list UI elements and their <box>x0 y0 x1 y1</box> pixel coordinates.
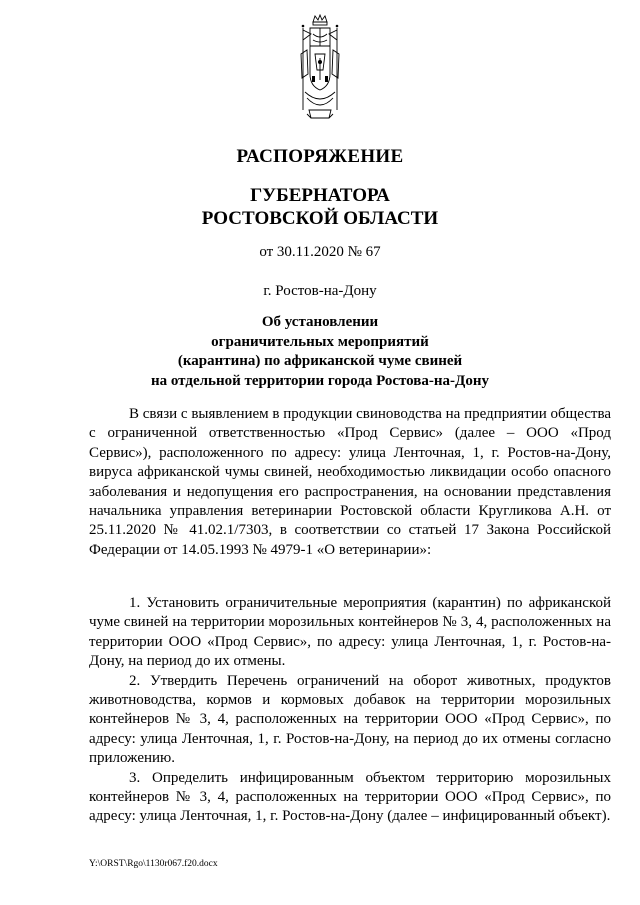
subject-line-3: (карантина) по африканской чуме свиней <box>177 353 463 369</box>
order-items <box>89 594 611 827</box>
document-type-title: РАСПОРЯЖЕНИЕ <box>236 146 404 167</box>
order-item-3: 3. Определить инфицированным объектом территорию морозильных контейнеров № 3, 4, расположенных на территории ООО «Прод Сервис», по адресу: улица Ленточная, 1, г. Ростов-на-Дону (далее – инфицированный объект). <box>89 769 611 825</box>
issuer-line-1: ГУБЕРНАТОРА <box>250 185 390 206</box>
issuer-block <box>0 184 640 230</box>
preamble <box>89 405 611 560</box>
order-item-2: 2. Утвердить Перечень ограничений на оборот животных, продуктов животноводства, кормов и кормовых добавок на территории морозильных контейнеров № 3, 4, расположенных на территории ООО «Прод Сервис», по адресу: улица Ленточная, 1, г. Ростов-на-Дону, на период до их отмены согласно приложению. <box>89 672 611 767</box>
issuer-line-2: РОСТОВСКОЙ ОБЛАСТИ <box>201 208 439 229</box>
subject-line-1: Об установлении <box>261 314 379 330</box>
preamble-paragraph: В связи с выявлением в продукции свиноводства на предприятии общества с ограниченной ответственностью «Прод Сервис» (далее – ООО «Прод Сервис»), расположенного по адресу: улица Ленточная, 1, г. Ростов-на-Дону, вируса африканской чумы свиней, необходимостью ликвидации особо опасного заболевания и недопущения его распространения, на основании представления начальника управления ветеринарии Ростовской области Кругликова А.Н. от 25.11.2020 № 41.02.1/7303, в соответствии со статьей 17 Закона Российской Федерации от 14.05.1993 № 4979-1 «О ветеринарии»: <box>89 406 611 558</box>
subject-line-2: ограничительных мероприятий <box>211 333 429 350</box>
subject-line-4: на отдельной территории города Ростова-на-Дону <box>150 372 490 389</box>
subject-heading <box>0 313 640 391</box>
city: г. Ростов-на-Дону <box>263 283 377 299</box>
rostov-oblast-coat-of-arms-icon <box>299 14 341 126</box>
date-and-number: от 30.11.2020 № 67 <box>259 244 381 260</box>
order-item-1: 1. Установить ограничительные мероприятия (карантин) по африканской чуме свиней на территории морозильных контейнеров № 3, 4, расположенных на территории ООО «Прод Сервис», по адресу: улица Ленточная, 1, г. Ростов-на-Дону, на период до их отмены. <box>89 595 611 670</box>
file-path-footer: Y:\ORST\Rgo\1130r067.f20.docx <box>89 859 218 869</box>
